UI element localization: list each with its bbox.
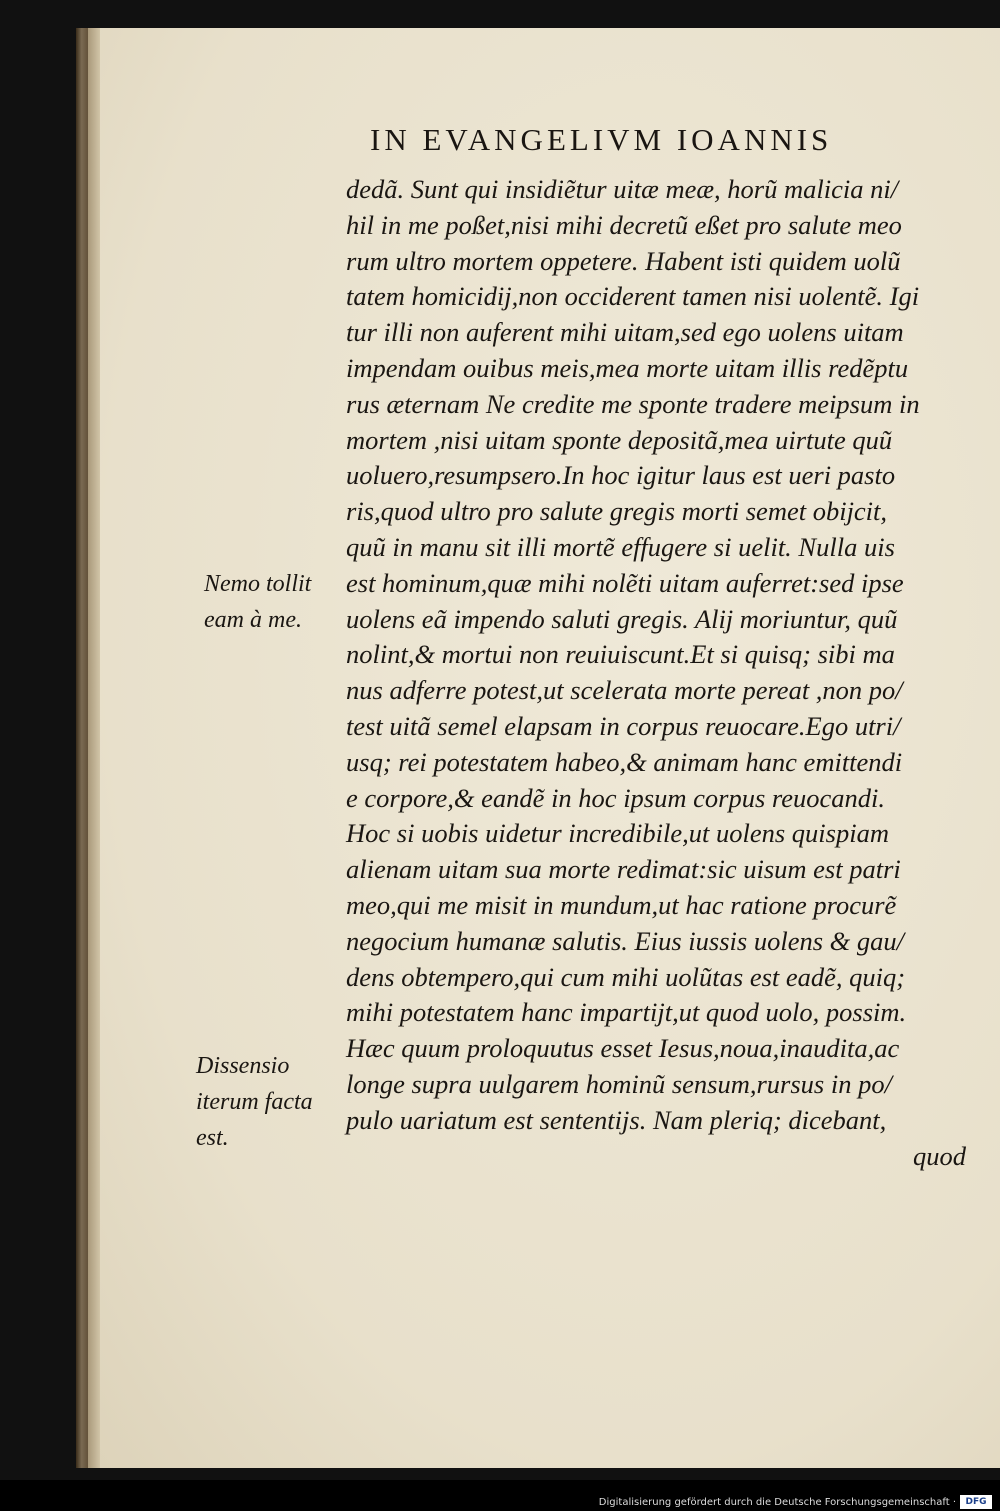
text-line: nolint,& mortui non reuiuiscunt.Et si quisq; sibi ma	[346, 639, 895, 670]
text-line: est hominum,quæ mihi nolẽti uitam auferret:sed ipse	[346, 567, 904, 598]
text-line: uolens eã impendo saluti gregis. Alij moriuntur, quũ	[346, 603, 898, 634]
running-head: IN EVANGELIVM IOANNIS	[370, 122, 833, 157]
gloss-line: eam à me.	[204, 607, 302, 633]
text-line: nus adferre potest,ut scelerata morte pereat ,non po/	[346, 675, 903, 706]
gloss-line: Nemo tollit	[204, 571, 312, 597]
gloss-line: Dissensio	[196, 1053, 290, 1079]
marginal-gloss-1	[204, 566, 311, 638]
text-line: pulo uariatum est sententijs. Nam pleriq; dicebant,	[346, 1104, 887, 1135]
body-text	[346, 172, 966, 1174]
text-line: rus æternam Ne credite me sponte tradere meipsum in	[346, 388, 920, 419]
text-line: ris,quod ultro pro salute gregis morti semet obijcit,	[346, 496, 888, 527]
text-line: mortem ,nisi uitam sponte depositã,mea uirtute quũ	[346, 424, 893, 455]
text-line: quũ in manu sit illi mortẽ effugere si uelit. Nulla uis	[346, 531, 895, 562]
text-line: e corpore,& eandẽ in hoc ipsum corpus reuocandi.	[346, 782, 885, 813]
text-line: usq; rei potestatem habeo,& animam hanc emittendi	[346, 746, 903, 777]
text-line: hil in me poßet,nisi mihi decretũ eßet pro salute meo	[346, 209, 902, 240]
text-line: quod	[913, 1140, 966, 1171]
text-line: dedã. Sunt qui insidiẽtur uitæ meæ, horũ malicia ni/	[346, 174, 899, 204]
text-line: test uitã semel elapsam in corpus reuocare.Ego utri/	[346, 710, 901, 741]
text-line: uoluero,resumpsero.In hoc igitur laus est ueri pasto	[346, 460, 896, 491]
gloss-line: est.	[196, 1125, 229, 1151]
footer-credit: Digitalisierung gefördert durch die Deutsche Forschungsgemeinschaft ·	[598, 1497, 956, 1508]
dfg-logo: DFG	[960, 1495, 992, 1509]
text-line: tatem homicidij,non occiderent tamen nisi uolentẽ. Igi	[346, 281, 920, 312]
text-line: mihi potestatem hanc impartijt,ut quod uolo, possim.	[346, 997, 907, 1028]
text-line: negocium humanæ salutis. Eius iussis uolens & gau/	[346, 925, 904, 956]
text-line: dens obtempero,qui cum mihi uolũtas est eadẽ, quiq;	[346, 961, 906, 992]
text-line: rum ultro mortem oppetere. Habent isti quidem uolũ	[346, 245, 901, 276]
text-line: tur illi non auferent mihi uitam,sed ego uolens uitam	[346, 317, 904, 348]
text-line: Hoc si uobis uidetur incredibile,ut uolens quispiam	[346, 818, 889, 849]
text-line: Hæc quum proloquutus esset Iesus,noua,inaudita,ac	[346, 1033, 900, 1064]
text-line: impendam ouibus meis,mea morte uitam illis redẽptu	[346, 352, 909, 383]
text-line: alienam uitam sua morte redimat:sic uisum est patri	[346, 854, 901, 885]
text-line: meo,qui me misit in mundum,ut hac ratione procurẽ	[346, 889, 897, 920]
marginal-gloss-2	[196, 1048, 313, 1156]
gloss-line: iterum facta	[196, 1089, 313, 1115]
text-line: longe supra uulgarem hominũ sensum,rursus in po/	[346, 1068, 892, 1099]
